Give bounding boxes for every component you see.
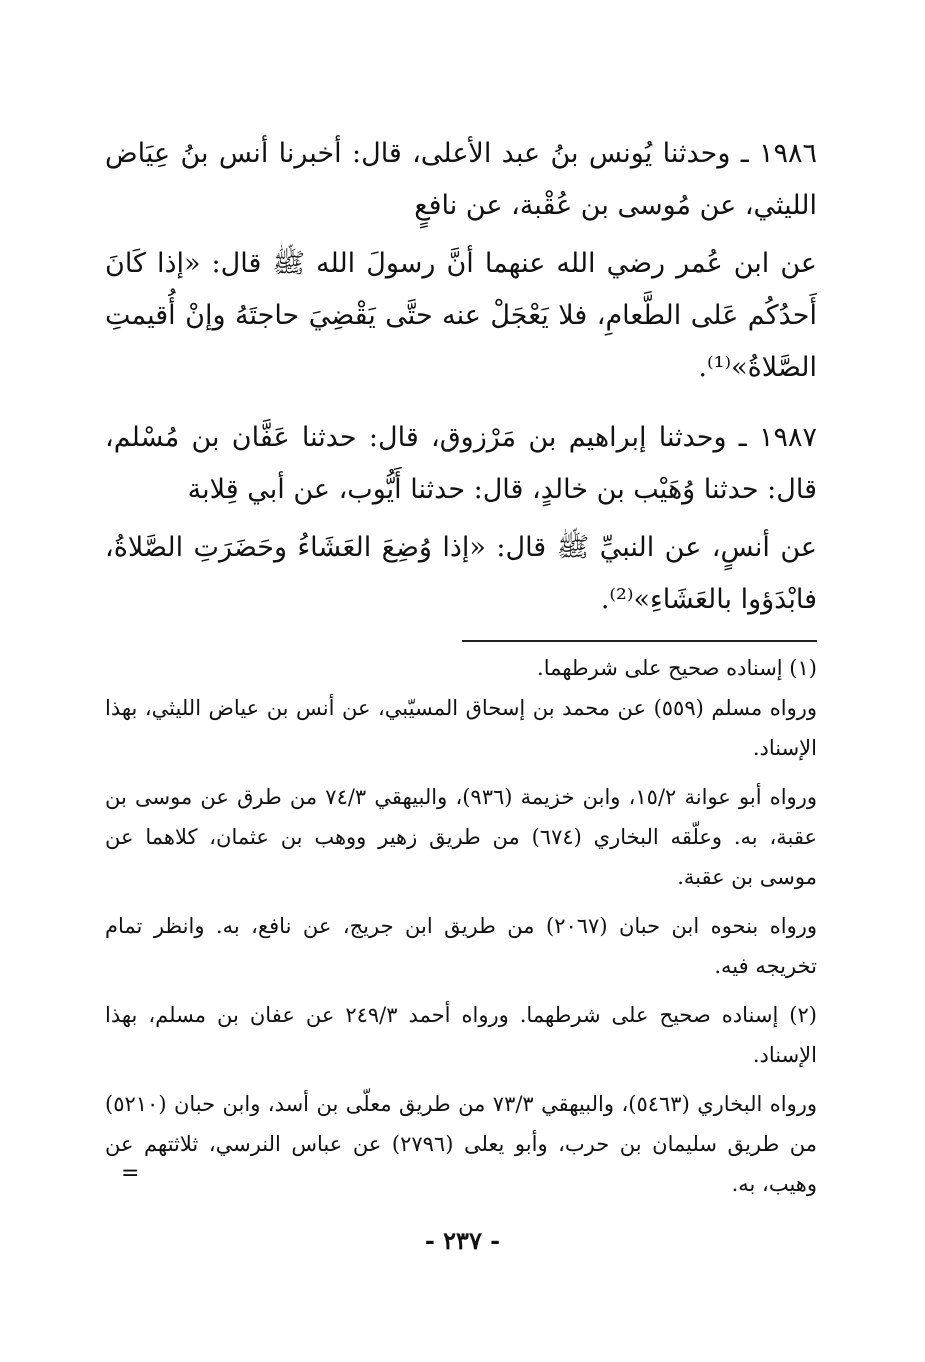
hadith-1987-isnad: ١٩٨٧ ـ وحدثنا إبراهيم بن مَرْزوق، قال: حدثنا عَفَّان بن مُسْلم، قال: حدثنا وُهَيْب بن خالدٍ، قال: حدثنا أَيُّوب، عن أبي قِلابة bbox=[105, 422, 817, 505]
hadith-1987-matn: عن أنسٍ، عن النبيِّ ﷺ قال: «إذا وُضِعَ العَشَاءُ وحَضَرَتِ الصَّلاةُ، فابْدَؤوا بالعَشَاءِ»⁽²⁾. bbox=[105, 532, 817, 615]
footnote-1: (١) إسناده صحيح على شرطهما. bbox=[537, 656, 817, 680]
footnote-1-muslim: ورواه مسلم (٥٥٩) عن محمد بن إسحاق المسيّبي، عن أنس بن عياض الليثي، بهذا الإسناد. bbox=[105, 696, 817, 760]
page-content bbox=[105, 128, 817, 1204]
footnote-1-ibn-hibban: ورواه بنحوه ابن حبان (٢٠٦٧) من طريق ابن جريج، عن نافع، به. وانظر تمام تخريجه فيه. bbox=[105, 914, 817, 978]
page-number: - ٢٣٧ - bbox=[424, 1226, 501, 1255]
footnote-1-abu-awana: ورواه أبو عوانة ١٥/٢، وابن خزيمة (٩٣٦)، والبيهقي ٧٤/٣ من طرق عن موسى بن عقبة، به. وعلّقه البخاري (٦٧٤) من طريق زهير ووهب بن عثمان، كلاهما عن موسى بن عقبة. bbox=[105, 785, 817, 889]
footnote-divider bbox=[462, 640, 817, 642]
hadith-1986-isnad: ١٩٨٦ ـ وحدثنا يُونس بنُ عبد الأعلى، قال: أخبرنا أنس بنُ عِيَاض الليثي، عن مُوسى بن عُقْبة، عن نافعٍ bbox=[105, 138, 817, 221]
footnote-2-bukhari: ورواه البخاري (٥٤٦٣)، والبيهقي ٧٣/٣ من طريق معلّى بن أسد، وابن حبان (٥٢١٠) من طريق سليمان بن حرب، وأبو يعلى (٢٧٩٦) عن عباس النرسي، ثلاثتهم عن وهيب، به. bbox=[105, 1092, 817, 1196]
continuation-mark: = bbox=[121, 1161, 140, 1186]
hadith-1986-matn: عن ابن عُمر رضي الله عنهما أنَّ رسولَ الله ﷺ قال: «إذا كَانَ أَحدُكُم عَلى الطَّعامِ، فلا يَعْجَلْ عنه حتَّى يَقْضِيَ حاجتَهُ وإنْ أُقيمتِ الصَّلاةُ»⁽¹⁾. bbox=[105, 248, 817, 383]
footnote-2: (٢) إسناده صحيح على شرطهما. ورواه أحمد ٢٤٩/٣ عن عفان بن مسلم، بهذا الإسناد. bbox=[105, 1003, 817, 1067]
